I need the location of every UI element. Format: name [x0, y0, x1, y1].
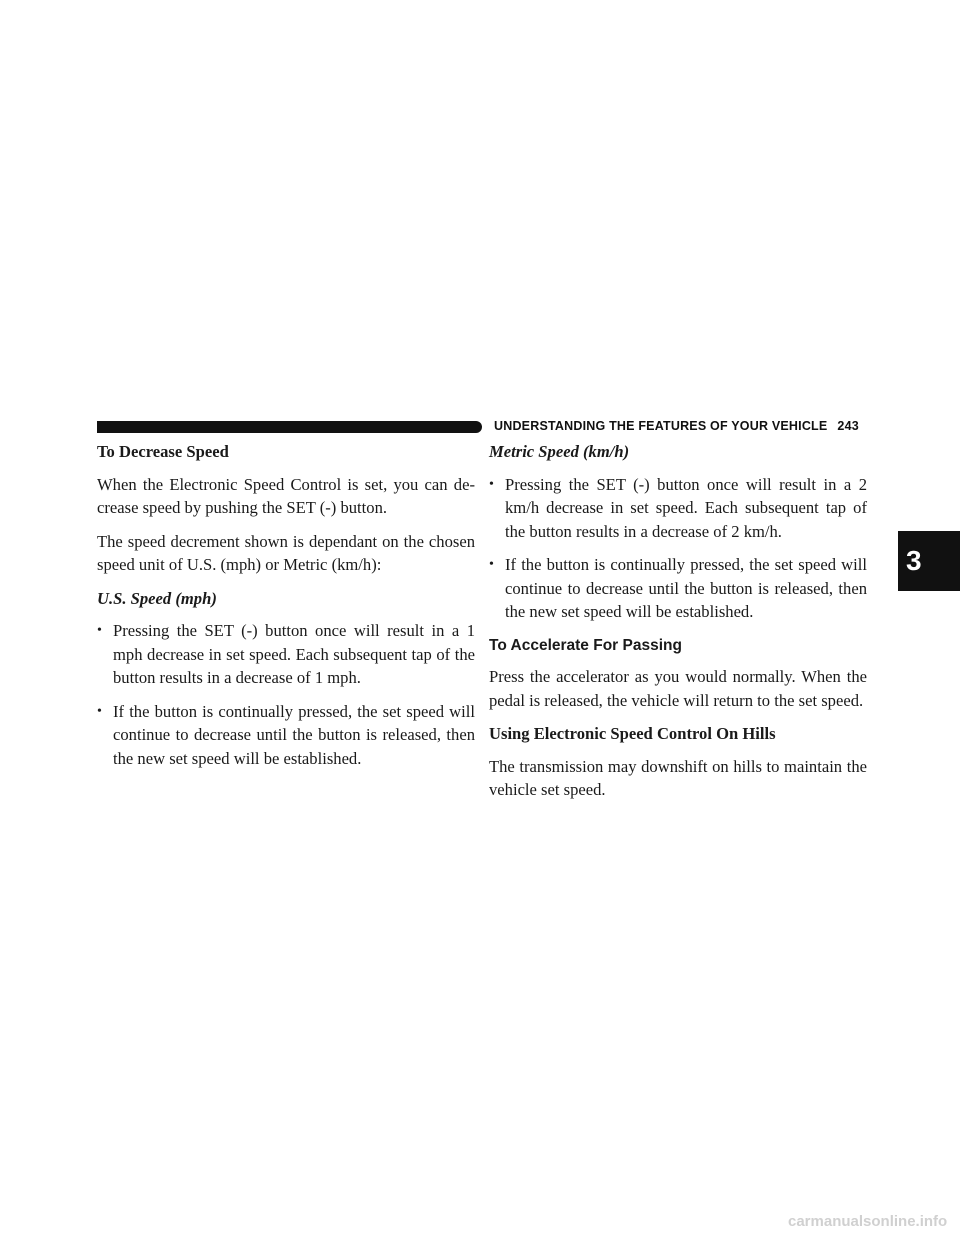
header-title-text: UNDERSTANDING THE FEATURES OF YOUR VEHICLE	[494, 419, 828, 433]
bullet-icon: •	[97, 703, 102, 719]
header-rule	[97, 421, 482, 433]
list-item-text: If the button is continually pressed, the set speed will continue to decrease until the button is released, then the new set speed will be established.	[505, 555, 867, 621]
list-item-text: Pressing the SET (-) button once will result in a 1 mph decrease in set speed. Each subsequent tap of the button results in a decrease of 1 mph.	[113, 621, 475, 687]
paragraph: Press the accelerator as you would normally. When the pedal is released, the vehicle will return to the set speed.	[489, 667, 867, 710]
heading-accelerate-passing: To Accelerate For Passing	[489, 636, 682, 654]
bullet-icon: •	[97, 623, 102, 638]
list-item	[489, 553, 867, 624]
header-title	[494, 419, 864, 433]
watermark: carmanualsonline.info	[788, 1213, 948, 1230]
list-item	[97, 619, 475, 690]
bullet-icon: •	[489, 557, 494, 572]
heading-hills: Using Electronic Speed Control On Hills	[489, 724, 776, 743]
list-item	[489, 473, 867, 544]
chapter-tab	[898, 531, 960, 591]
subheading-us-speed: U.S. Speed (mph)	[97, 588, 217, 608]
page-header	[97, 421, 868, 433]
paragraph: The speed decrement shown is dependant on the chosen speed unit of U.S. (mph) or Metric (km/h):	[97, 531, 475, 574]
list-item	[97, 700, 475, 771]
paragraph: The transmission may downshift on hills to maintain the vehicle set speed.	[489, 756, 867, 799]
page-number: 243	[837, 419, 859, 433]
paragraph: When the Electronic Speed Control is set, you can de-crease speed by pushing the SET (-) button.	[97, 474, 475, 517]
bullet-icon: •	[489, 476, 494, 492]
list-item-text: Pressing the SET (-) button once will result in a 2 km/h decrease in set speed. Each subsequent tap of the button results in a decrease of 2 km/h.	[505, 474, 867, 541]
subheading-metric-speed: Metric Speed (km/h)	[489, 442, 630, 461]
left-column	[97, 440, 475, 780]
right-column	[489, 440, 867, 812]
list-item-text: If the button is continually pressed, the set speed will continue to decrease until the button is released, then the new set speed will be established.	[113, 701, 475, 768]
chapter-tab-label: 3	[906, 545, 922, 576]
heading-decrease-speed: To Decrease Speed	[97, 442, 229, 461]
